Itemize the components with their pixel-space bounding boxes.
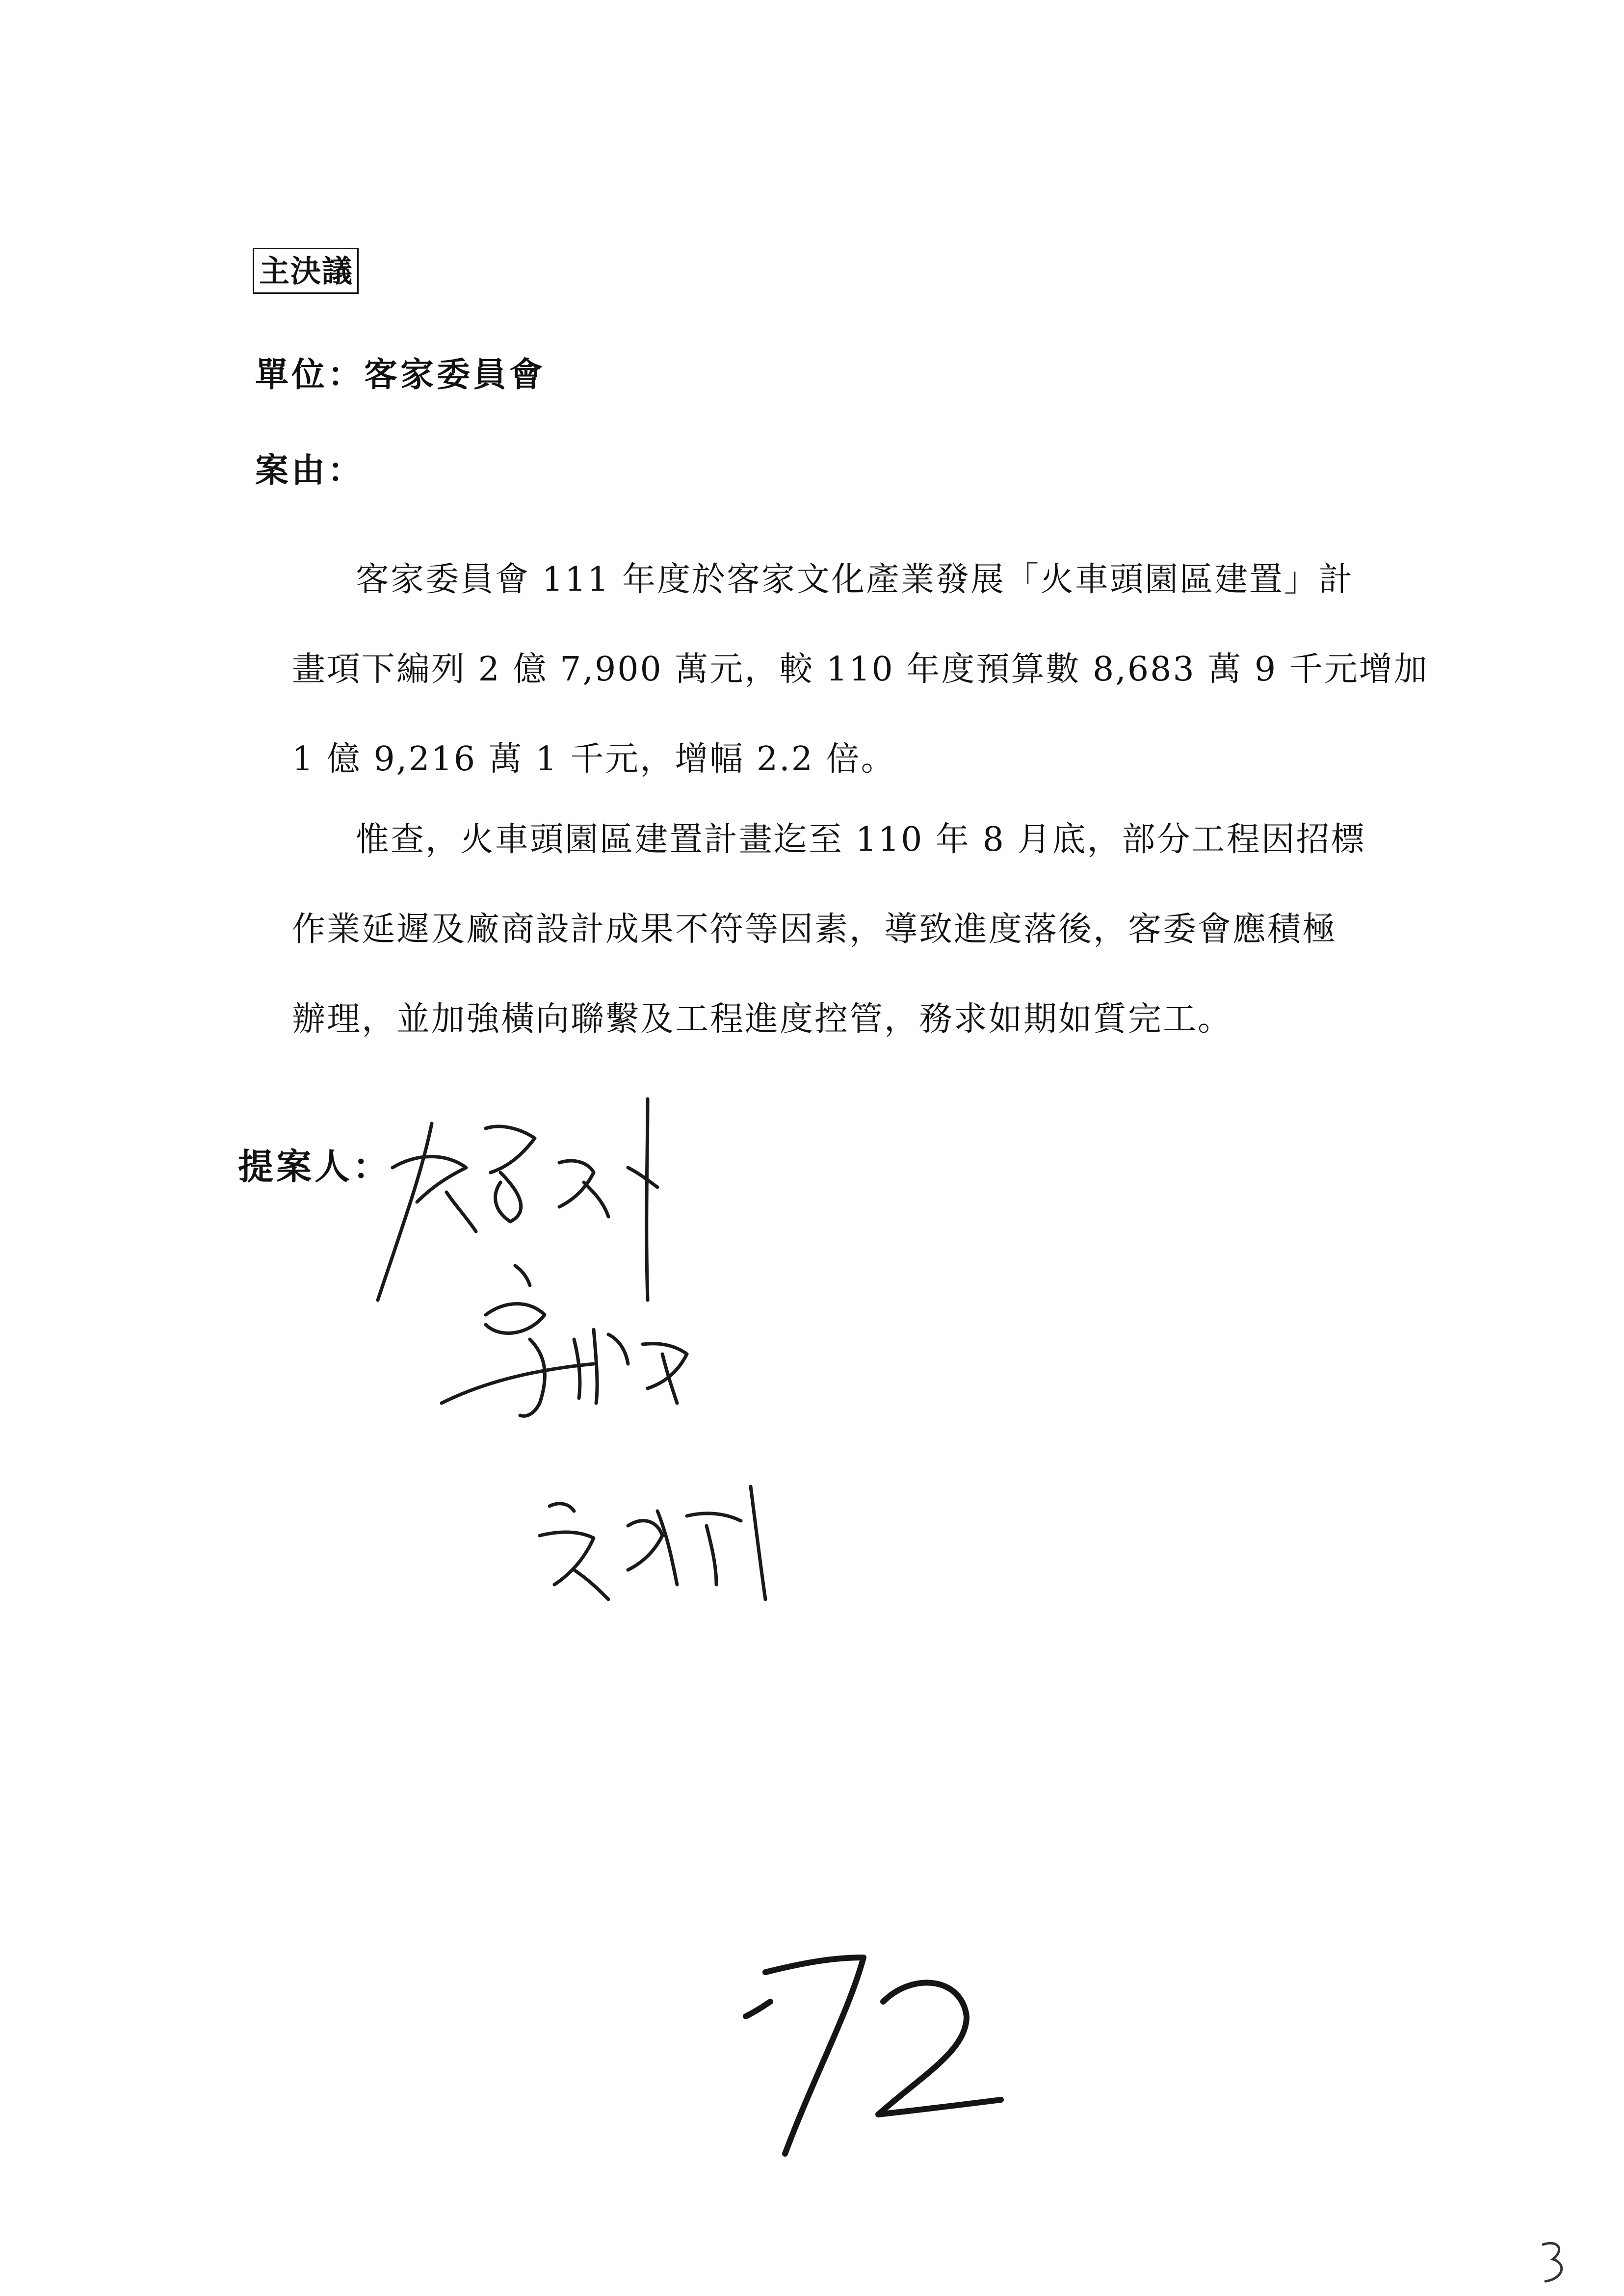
boxed-title: 主決議 (253, 248, 359, 294)
handwritten-page-number (736, 1928, 1011, 2164)
paragraph-1-line-3: 1 億 9,216 萬 1 千元，增幅 2.2 倍。 (292, 740, 896, 779)
corner-mark (1536, 2237, 1570, 2286)
reason-label: 案由： (255, 451, 365, 490)
signature-2 (432, 1256, 736, 1433)
unit-line (255, 348, 546, 396)
paragraph-1 (292, 535, 1450, 804)
proposer-label: 提案人： (238, 1146, 392, 1187)
paragraph-2-line-1: 惟查，火車頭園區建置計畫迄至 110 年 8 月底，部分工程因招標 (356, 820, 1366, 859)
unit-value: 客家委員會 (364, 355, 546, 394)
paragraph-1-line-1: 客家委員會 111 年度於客家文化產業發展「火車頭園區建置」計 (356, 560, 1354, 599)
paragraph-2 (292, 795, 1450, 1064)
signature-3 (530, 1467, 795, 1614)
unit-label: 單位： (255, 355, 365, 394)
paragraph-1-line-2: 畫項下編列 2 億 7,900 萬元，較 110 年度預算數 8,683 萬 9 千元增加 (292, 650, 1429, 689)
paragraph-2-line-3: 辦理，並加強橫向聯繫及工程進度控管，務求如期如質完工。 (292, 1000, 1233, 1039)
paragraph-2-line-2: 作業延遲及廠商設計成果不符等因素，導致進度落後，客委會應積極 (292, 910, 1337, 949)
